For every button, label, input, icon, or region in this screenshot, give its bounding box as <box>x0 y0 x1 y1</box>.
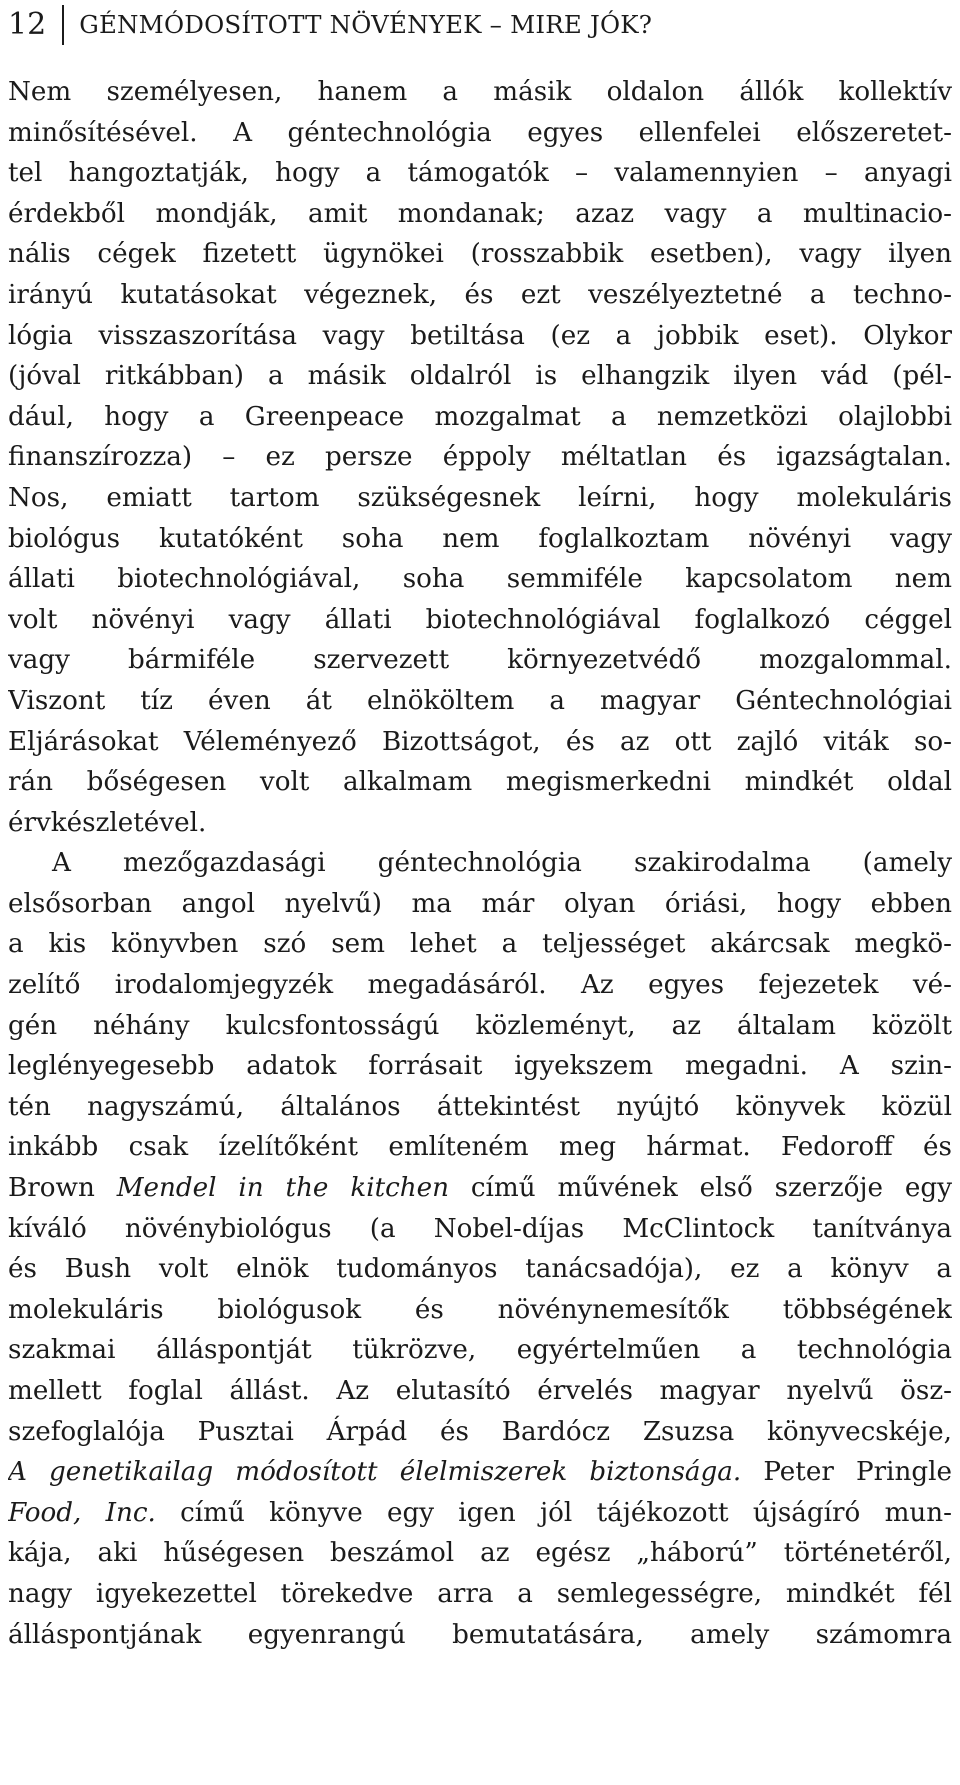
text-line: zelítő irodalomjegyzék megadásáról. Az egyes fejezetek vé- <box>8 970 952 1001</box>
text-line: kíváló növénybiológus (a Nobel-díjas McClintock tanítványa <box>8 1213 952 1244</box>
book-title-genetikailag: A genetikailag módosított élelmiszerek biztonsága. <box>8 1457 742 1488</box>
text-line: tel hangoztatják, hogy a támogatók – valamennyien – anyagi <box>8 158 952 189</box>
page-number: 12 <box>8 7 47 42</box>
header-divider <box>62 5 64 45</box>
text-line: érvkészletével. <box>8 807 207 838</box>
text-line: Nem személyesen, hanem a másik oldalon állók kollektív <box>8 77 952 107</box>
body-text <box>8 72 952 1655</box>
text-fragment: Peter Pringle <box>741 1457 952 1488</box>
text-line: álláspontjának egyenrangú bemutatására, amely számomra <box>8 1619 952 1650</box>
text-line: nagy igyekezettel törekedve arra a semlegességre, mindkét fél <box>8 1578 952 1609</box>
text-line: lógia visszaszorítása vagy betiltása (ez a jobbik eset). Olykor <box>8 320 952 351</box>
text-fragment: című művének első szerzője egy <box>449 1173 952 1204</box>
text-line: szefoglalója Pusztai Árpád és Bardócz Zsuzsa könyvecskéje, <box>8 1416 952 1447</box>
running-title: GÉNMÓDOSÍTOTT NÖVÉNYEK – MIRE JÓK? <box>79 9 653 39</box>
text-line: (jóval ritkábban) a másik oldalról is elhangzik ilyen vád (pél- <box>8 361 952 392</box>
text-line: érdekből mondják, amit mondanak; azaz vagy a multinacio- <box>8 198 952 229</box>
text-line: irányú kutatásokat végeznek, és ezt veszélyeztetné a techno- <box>8 279 952 310</box>
text-line: gén néhány kulcsfontosságú közleményt, az általam közölt <box>8 1010 952 1041</box>
text-line: Eljárásokat Véleményező Bizottságot, és az ott zajló viták so- <box>8 726 952 757</box>
paragraph-1 <box>8 72 952 843</box>
text-fragment: Brown <box>8 1173 117 1204</box>
text-line: Nos, emiatt tartom szükségesnek leírni, hogy molekuláris <box>8 482 952 513</box>
text-line: minősítésével. A géntechnológia egyes ellenfelei előszeretet- <box>8 117 952 148</box>
text-line: a kis könyvben szó sem lehet a teljességet akárcsak megkö- <box>8 929 952 960</box>
text-line: szakmai álláspontját tükrözve, egyértelműen a technológia <box>8 1335 952 1366</box>
text-fragment: című könyve egy igen jól tájékozott újságíró mun- <box>155 1497 952 1528</box>
text-line <box>8 1452 952 1493</box>
text-line: állati biotechnológiával, soha semmiféle kapcsolatom nem <box>8 564 952 595</box>
text-line: rán bőségesen volt alkalmam megismerkedni mindkét oldal <box>8 767 952 798</box>
running-header <box>8 4 652 46</box>
text-line: A mezőgazdasági géntechnológia szakirodalma (amely <box>52 848 952 879</box>
book-title-food-inc: Food, Inc. <box>8 1497 156 1528</box>
text-line: Viszont tíz éven át elnököltem a magyar Géntechnológiai <box>8 685 952 716</box>
book-title-mendel: Mendel in the kitchen <box>116 1173 449 1204</box>
text-line: biológus kutatóként soha nem foglalkoztam növényi vagy <box>8 523 952 554</box>
text-line: leglényegesebb adatok forrásait igyekszem megadni. A szin- <box>8 1051 952 1082</box>
text-line: molekuláris biológusok és növénynemesítők többségének <box>8 1294 952 1325</box>
text-line: volt növényi vagy állati biotechnológiával foglalkozó céggel <box>8 604 952 635</box>
text-line: mellett foglal állást. Az elutasító érvelés magyar nyelvű ösz- <box>8 1376 952 1406</box>
text-line <box>8 1493 952 1534</box>
text-line: kája, aki hűségesen beszámol az egész „háború” történetéről, <box>8 1538 952 1569</box>
text-line: inkább csak ízelítőként említeném meg hármat. Fedoroff és <box>8 1132 952 1163</box>
text-line: tén nagyszámú, általános áttekintést nyújtó könyvek közül <box>8 1091 952 1122</box>
text-line: dául, hogy a Greenpeace mozgalmat a nemzetközi olajlobbi <box>8 401 952 432</box>
text-line: vagy bármiféle szervezett környezetvédő mozgalommal. <box>8 645 952 676</box>
text-line: és Bush volt elnök tudományos tanácsadója), ez a könyv a <box>8 1254 952 1285</box>
paragraph-2 <box>8 843 952 1655</box>
text-line <box>8 1168 952 1209</box>
text-line: finanszírozza) – ez persze éppoly méltatlan és igazságtalan. <box>8 442 952 473</box>
text-line: nális cégek fizetett ügynökei (rosszabbik esetben), vagy ilyen <box>8 239 952 270</box>
text-line: elsősorban angol nyelvű) ma már olyan óriási, hogy ebben <box>8 888 952 919</box>
